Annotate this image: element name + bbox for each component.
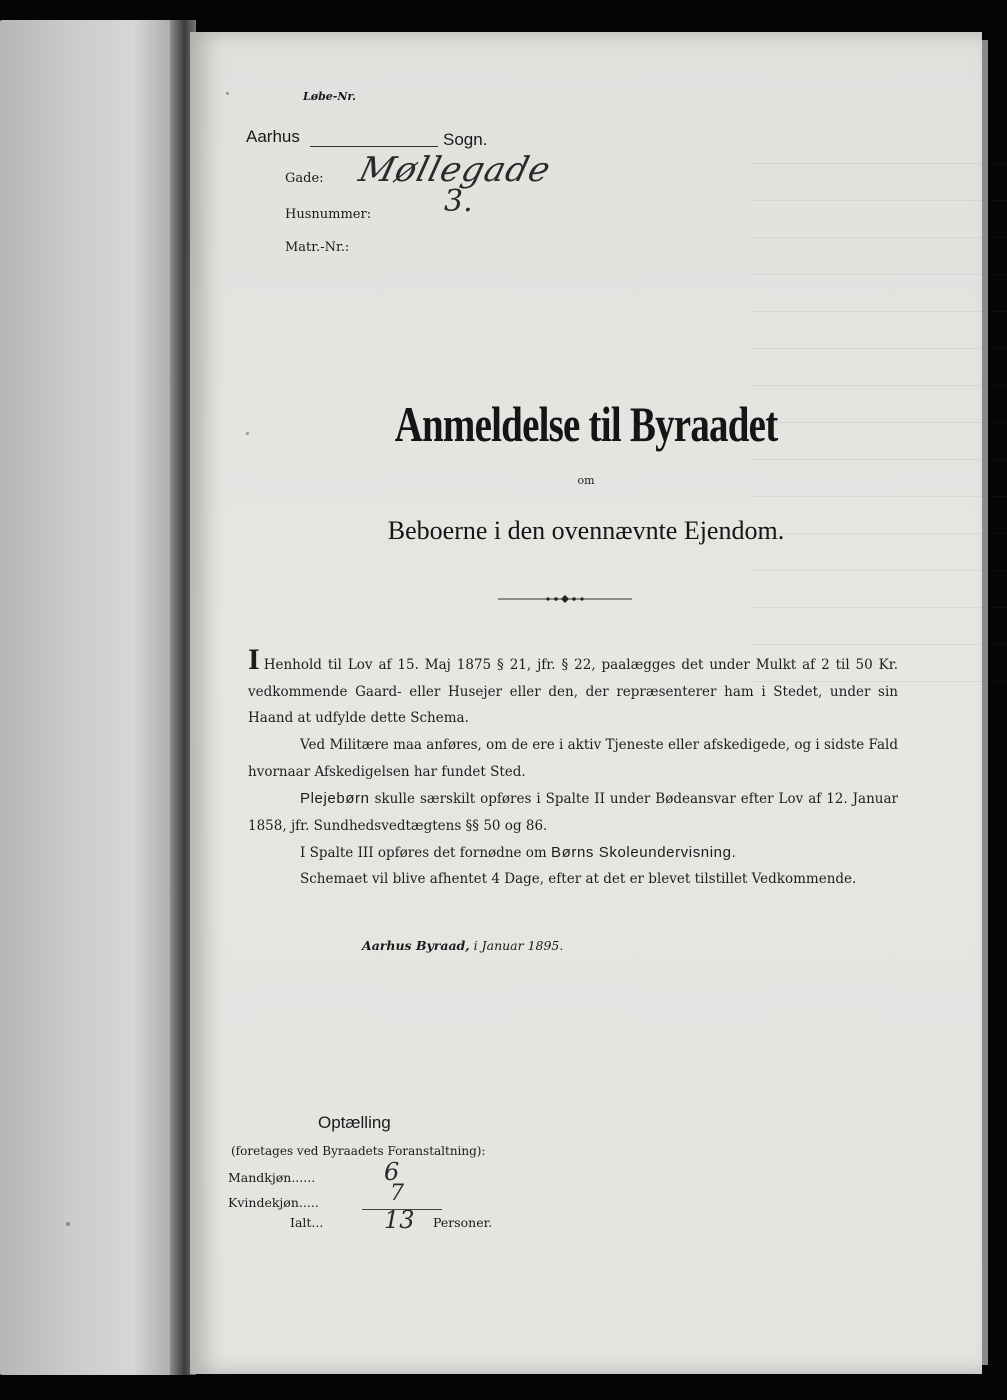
female-count-value: 7 [390, 1181, 404, 1206]
issuer-line [362, 938, 563, 953]
female-count-label: Kvindekjøn..... [228, 1195, 319, 1210]
loebe-nr-label: Løbe-Nr. [303, 90, 356, 103]
count-subtitle: (foretages ved Byraadets Foranstaltning): [231, 1144, 486, 1158]
male-count-value: 6 [384, 1158, 400, 1186]
left-page [0, 20, 190, 1375]
paragraph-text: skulle særskilt opføres i Spalte II under Bødeansvar efter Lov af 12. Januar 1858, jfr. Sundhedsvedtægtens §§ 50 og 86. [248, 791, 898, 834]
husnummer-label: Husnummer: [285, 207, 372, 222]
page-subtitle: Beboerne i den ovennævnte Ejendom. [387, 516, 785, 545]
issue-date: i Januar 1895. [473, 938, 564, 953]
male-count-label: Mandkjøn...... [228, 1170, 316, 1185]
total-count-value: 13 [384, 1206, 415, 1234]
paragraph-text: I Spalte III opføres det fornødne om [300, 845, 552, 861]
title-connector: om [577, 474, 595, 487]
sogn-fill-line [310, 146, 438, 147]
paragraph-military: Ved Militære maa anføres, om de ere i aktiv Tjeneste eller afskedigede, og i sidste Fald hvornaar Afskedigelsen har fundet Sted. [248, 737, 898, 780]
emphasis-plejeborn: Plejebørn [300, 790, 370, 807]
issuer-org: Aarhus Byraad, [362, 938, 470, 953]
total-label: Ialt... [290, 1215, 324, 1230]
husnummer-handwritten-value: 3. [444, 184, 473, 219]
gade-label: Gade: [285, 171, 324, 186]
matr-nr-label: Matr.-Nr.: [285, 240, 350, 255]
city-label: Aarhus [246, 127, 300, 146]
gade-handwritten-value: Møllegade [355, 150, 556, 190]
paragraph-schooling [248, 840, 898, 867]
paragraph-foster-children [248, 786, 898, 839]
scan-speck [226, 92, 229, 95]
sogn-label: Sogn. [443, 130, 488, 149]
emphasis-schooling: Børns Skoleundervisning. [551, 844, 737, 861]
ornament-divider [498, 592, 632, 606]
page-title: Anmeldelse til Byraadet [394, 396, 778, 452]
persons-label: Personer. [433, 1215, 493, 1230]
scan-speck [246, 432, 249, 435]
paragraph-collection: Schemaet vil blive afhentet 4 Dage, efter at det er blevet tilstillet Vedkommende. [300, 871, 857, 887]
count-title: Optælling [318, 1113, 391, 1132]
drop-cap: I [248, 643, 260, 676]
scan-speck [66, 1222, 70, 1226]
paragraph-legal-basis [248, 643, 898, 732]
page-edge [982, 40, 988, 1365]
paragraph-text: Henhold til Lov af 15. Maj 1875 § 21, jfr. § 22, paalægges det under Mulkt af 2 til 50 Kr. vedkommende Gaard- eller Husejer eller den, der repræsenterer ham i Stedet, under sin Haand at udfylde dette Schema. [248, 657, 898, 726]
